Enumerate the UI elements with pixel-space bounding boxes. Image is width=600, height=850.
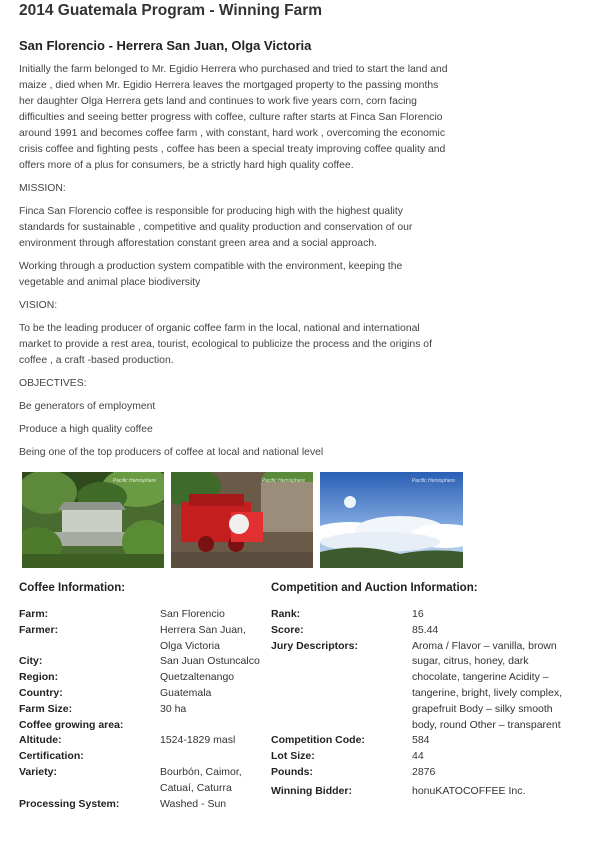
objectives-heading: OBJECTIVES:: [19, 378, 87, 389]
row-label: Farm:: [19, 608, 49, 620]
row-value: 44: [412, 750, 424, 763]
coffee-machinery-photo[interactable]: [171, 472, 313, 568]
photo-watermark: Pacific Hemisphere: [411, 478, 455, 484]
row-label: Winning Bidder:: [271, 784, 352, 797]
row-label: Lot Size:: [271, 750, 315, 763]
row-value: [160, 718, 260, 734]
page-title: 2014 Guatemala Program - Winning Farm: [19, 2, 323, 19]
row-label: Rank:: [271, 608, 301, 620]
row-value: Guatemala: [160, 686, 212, 699]
competition-information-table: [271, 607, 567, 800]
table-row: [271, 749, 567, 765]
table-row: [271, 781, 567, 800]
row-value: San Florencio: [160, 608, 225, 620]
environment-paragraph: Working through a production system compatible with the environment, keeping the vegetable and animal place biodiversity: [19, 261, 403, 288]
vision-heading: VISION:: [19, 300, 58, 311]
row-value: Bourbón, Caimor, Catuaí, Caturra: [160, 765, 242, 794]
row-value: Herrera San Juan, Olga Victoria: [160, 623, 246, 652]
table-row: [19, 654, 260, 670]
row-label: Certification:: [19, 750, 84, 763]
table-row: [271, 639, 567, 734]
table-row: [19, 797, 260, 813]
coffee-information-section: [19, 582, 260, 812]
row-label: Farm Size:: [19, 702, 73, 715]
row-value: honuKATOCOFFEE Inc.: [412, 784, 526, 797]
farm-description: [19, 62, 449, 468]
row-value: 584: [412, 734, 430, 747]
table-row: [19, 765, 260, 797]
objective-item: Produce a high quality coffee: [19, 424, 153, 435]
coffee-information-heading: Coffee Information:: [19, 582, 126, 594]
mission-paragraph: Finca San Florencio coffee is responsible for producing high with the highest quality standards for sustainable , competitive and quality production and conservation of our environment through afforestation constant green area and a social approach.: [19, 206, 413, 249]
farm-subtitle: San Florencio - Herrera San Juan, Olga Victoria: [19, 38, 312, 53]
table-row: [19, 686, 260, 702]
farm-building-photo[interactable]: [22, 472, 164, 568]
row-value: San Juan Ostuncalco: [160, 655, 260, 668]
row-label: Altitude:: [19, 734, 62, 747]
table-row: [271, 765, 567, 781]
competition-information-section: [271, 582, 567, 800]
history-paragraph: Initially the farm belonged to Mr. Egidio Herrera who purchased and tried to start the land and maize , died when Mr. Egidio Herrera leaves the mortgaged property to the passing months her daughter Olga Herrera gets land and continues to work five years corn, corn facing difficulties and seeing better progress with coffee, culture rafter starts at Finca San Florencio around 1991 and becomes coffee farm , with constant, hard work , overcoming the economic crisis coffee and fighting pests , coffee has been a special treaty improving coffee quality and offers more of a plus for consumers, be a strictly hard high quality coffee.: [19, 64, 448, 171]
table-row: [19, 733, 260, 749]
row-label: Farmer:: [19, 623, 59, 636]
row-label: Variety:: [19, 765, 57, 778]
row-value: 2876: [412, 765, 436, 778]
row-value: Aroma / Flavor – vanilla, brown sugar, citrus, honey, dark chocolate, tangerine Acidity – tangerine, bright, lively complex, grapefruit Body – silky smooth body, round Other – transparent: [412, 639, 562, 731]
objective-item: Be generators of employment: [19, 401, 156, 412]
row-label: Competition Code:: [271, 734, 365, 747]
row-value: 30 ha: [160, 702, 187, 715]
row-value: 16: [412, 608, 424, 620]
clouds-landscape-photo[interactable]: [320, 472, 463, 568]
table-row: [19, 749, 260, 765]
row-value: [160, 749, 260, 765]
competition-information-heading: Competition and Auction Information:: [271, 582, 478, 594]
row-label: Pounds:: [271, 765, 313, 778]
table-row: [19, 702, 260, 718]
row-label: Jury Descriptors:: [271, 639, 358, 652]
photo-watermark: Pacific Hemisphere: [112, 478, 156, 484]
mission-heading: MISSION:: [19, 183, 66, 194]
row-label: City:: [19, 655, 43, 668]
row-value: Quetzaltenango: [160, 671, 235, 684]
photo-watermark: Pacific Hemisphere: [261, 478, 305, 484]
table-row: [271, 733, 567, 749]
table-row: [271, 607, 567, 623]
table-row: [271, 623, 567, 639]
row-label: Processing System:: [19, 797, 120, 810]
row-value: 85.44: [412, 623, 439, 636]
row-value: 1524-1829 masl: [160, 734, 236, 747]
row-value: Washed - Sun: [160, 797, 227, 810]
table-row: [19, 670, 260, 686]
objective-item: Being one of the top producers of coffee at local and national level: [19, 447, 324, 458]
table-row: [19, 718, 260, 734]
coffee-information-table: [19, 607, 260, 812]
photo-gallery: [22, 472, 467, 568]
vision-paragraph: To be the leading producer of organic coffee farm in the local, national and international market to provide a rest area, tourist, ecological to publicize the process and the origins of coffee , a craft -based production.: [19, 323, 432, 366]
table-row: [19, 607, 260, 623]
row-label: Country:: [19, 686, 63, 699]
row-label: Score:: [271, 623, 304, 636]
table-row: [19, 623, 260, 655]
row-label: Coffee growing area:: [19, 718, 124, 731]
row-label: Region:: [19, 671, 59, 684]
